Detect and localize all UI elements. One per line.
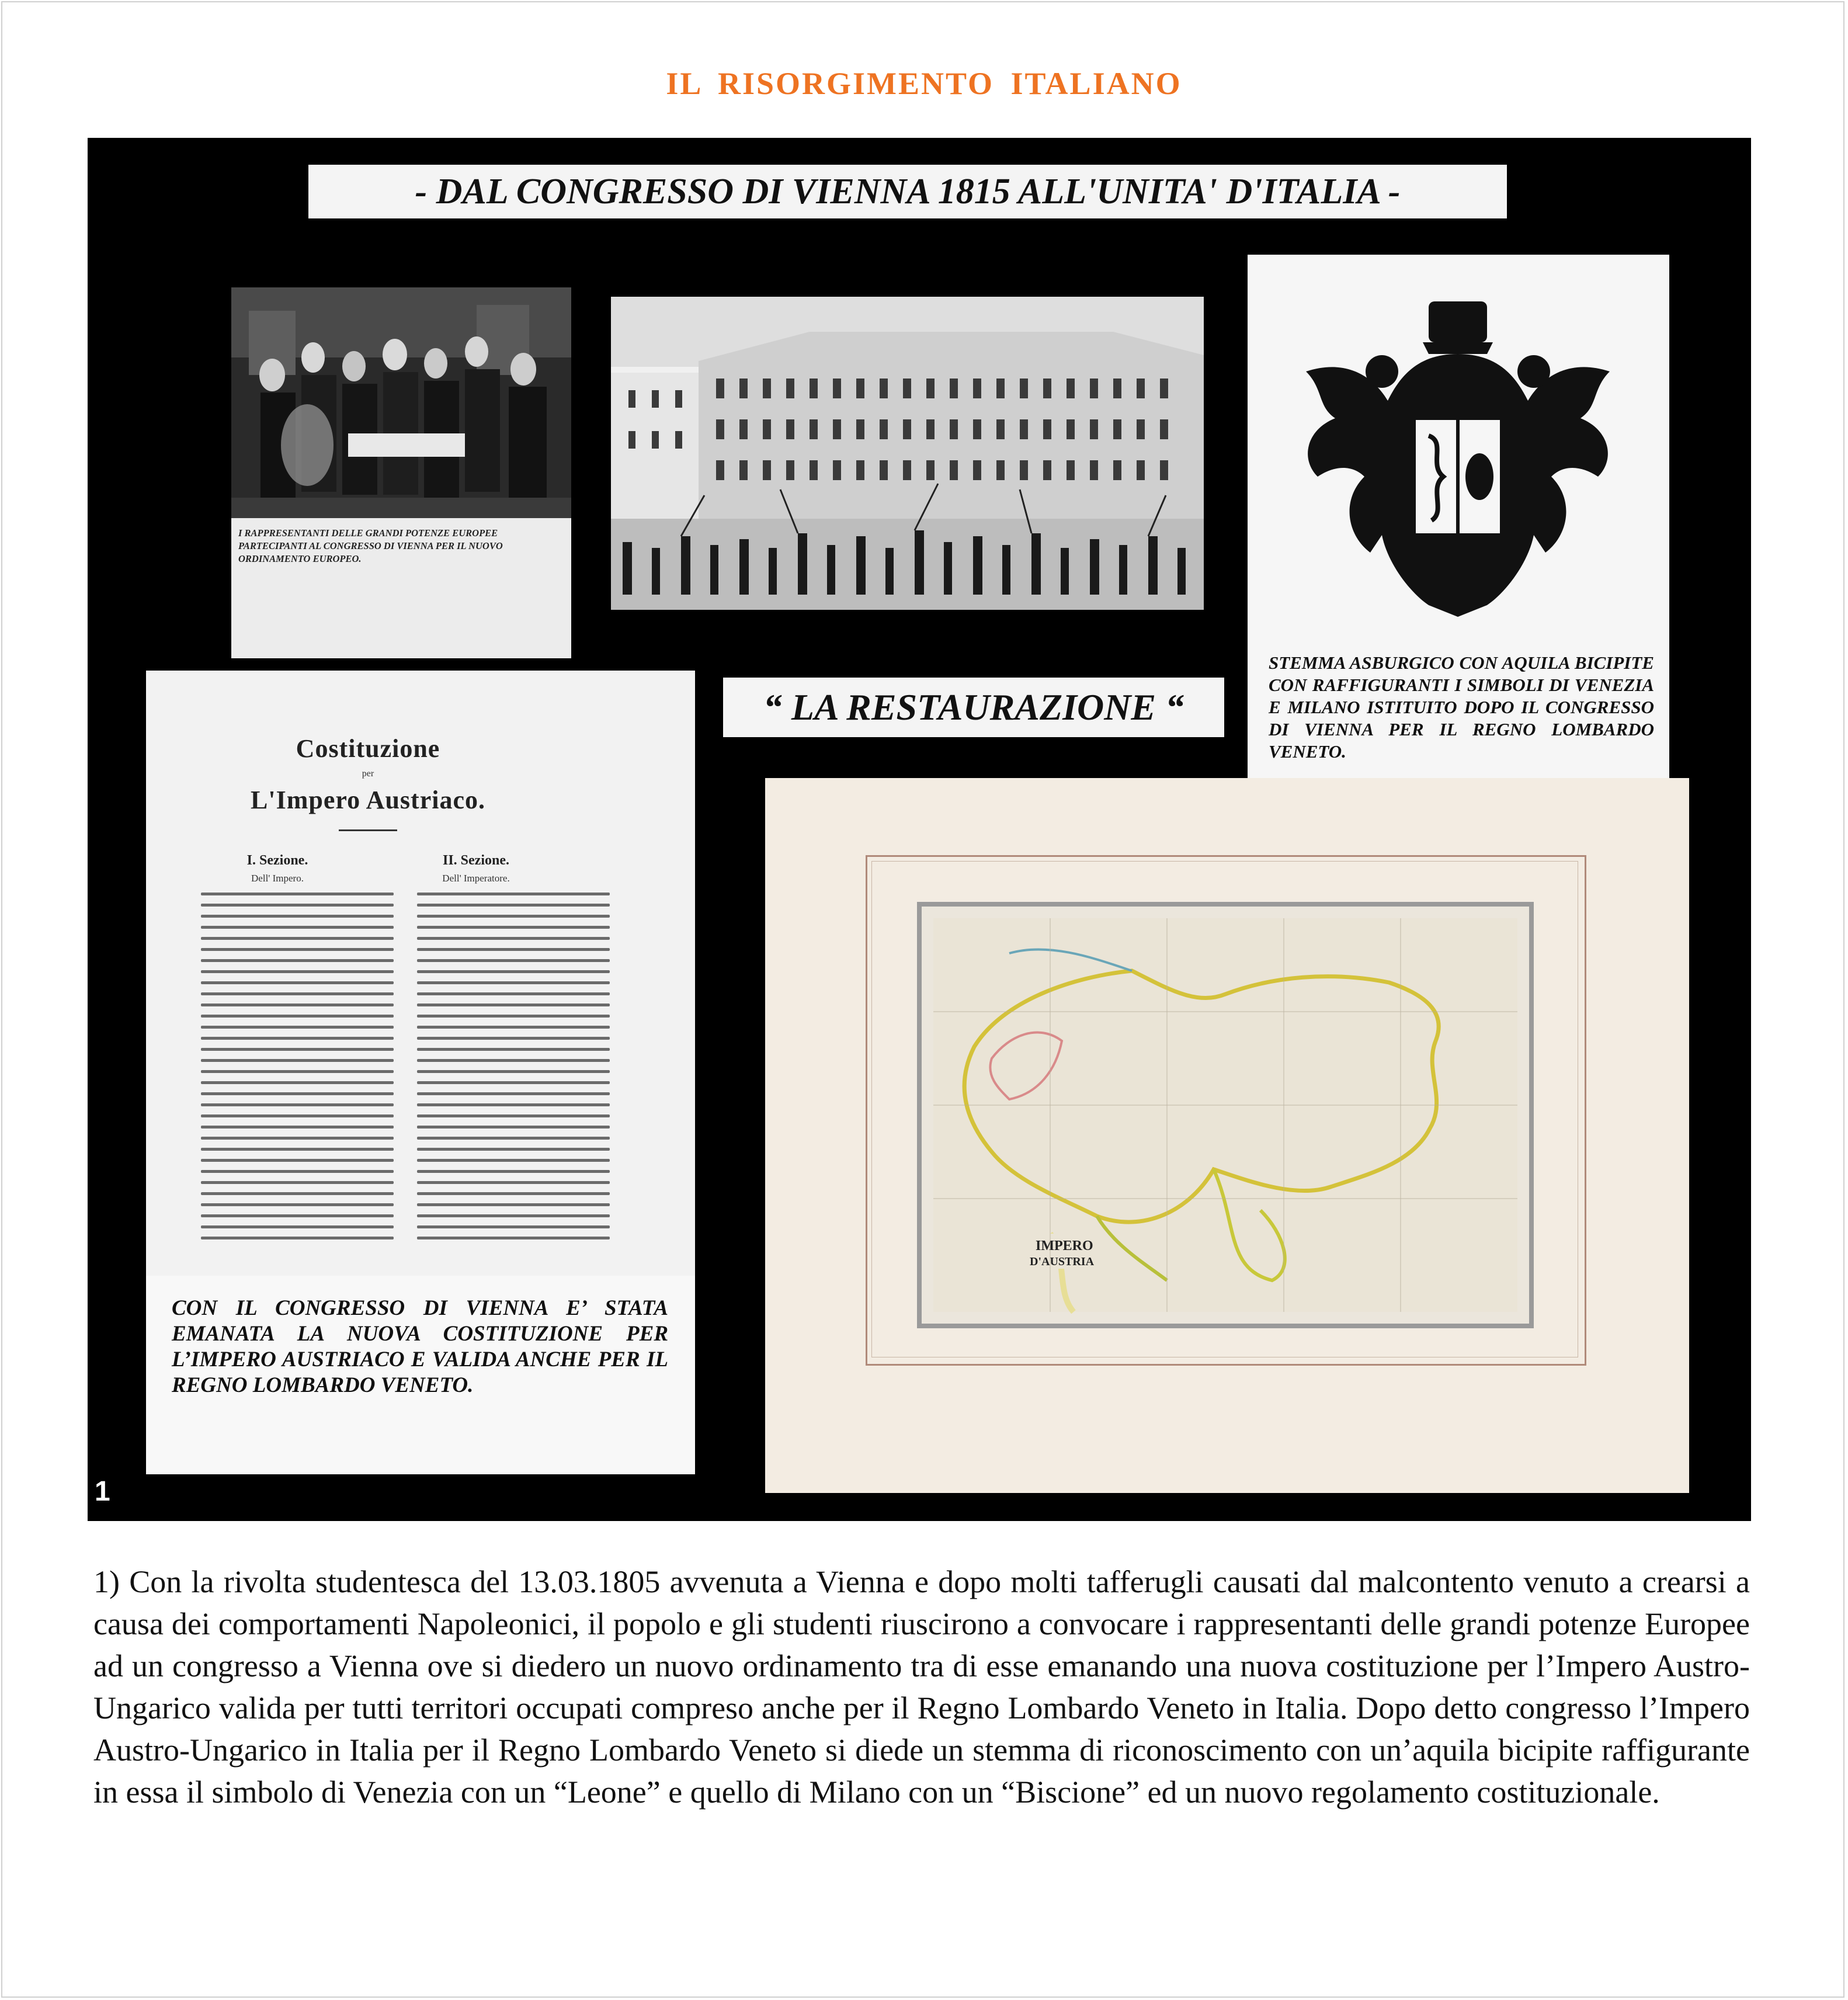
map-label-1: IMPERO xyxy=(1036,1238,1093,1254)
constitution-divider xyxy=(339,829,397,831)
austrian-empire-map-card xyxy=(765,778,1689,1493)
exhibit-panel xyxy=(88,138,1751,1521)
description-paragraph: 1) Con la rivolta studentesca del 13.03.1805 avvenuta a Vienna e dopo molti tafferugli causati dal malcontento venuto a crearsi a causa dei comportamenti Napoleonici, il popolo e gli studenti riuscirono a convocare i rappresentanti delle grandi potenze Europee ad un congresso a Vienna ove si diedero un nuovo ordinamento tra di esse emanando una nuova costituzione per l’Impero Austro-Ungarico valida per tutti territori occupati compreso anche per il Regno Lombardo Veneto in Italia. Dopo detto congresso l’Impero Austro-Ungarico in Italia per il Regno Lombardo Veneto si diede un stemma di riconoscimento con un’aquila bicipite raffigurante in essa il simbolo di Venezia con un “Leone” e quello di Milano con un “Biscione” ed un nuovo regolamento costituzionale. xyxy=(93,1564,1750,1810)
panel-number: 1 xyxy=(95,1476,110,1507)
section-2-body-text xyxy=(417,893,610,1249)
constitution-document xyxy=(146,671,695,1474)
crest-caption: STEMMA ASBURGICO CON AQUILA BICIPITE CON RAFFIGURANTI I SIMBOLI DI VENEZIA E MILANO ISTITUITO DOPO IL CONGRESSO DI VIENNA PER IL REGNO LOMBARDO VENETO. xyxy=(1269,652,1654,762)
section-1-subheading: Dell' Impero. xyxy=(251,873,304,884)
constitution-caption-box xyxy=(146,1276,695,1474)
panel-banner: - DAL CONGRESSO DI VIENNA 1815 ALL'UNITA' D'ITALIA - xyxy=(308,165,1507,218)
congress-photo-card xyxy=(231,287,571,658)
constitution-per: per xyxy=(362,769,374,779)
section-2-subheading: Dell' Imperatore. xyxy=(442,873,510,884)
double-headed-eagle-icon xyxy=(1283,290,1633,629)
austrian-empire-map xyxy=(917,902,1534,1328)
section-1-body-text xyxy=(201,893,394,1249)
constitution-caption: CON IL CONGRESSO DI VIENNA E’ STATA EMANATA LA NUOVA COSTITUZIONE PER L’IMPERO AUSTRIACO E VALIDA ANCHE PER IL REGNO LOMBARDO VENETO. xyxy=(172,1296,668,1397)
congress-engraving xyxy=(231,287,571,518)
constitution-subtitle: L'Impero Austriaco. xyxy=(251,786,485,814)
habsburg-crest-card xyxy=(1248,255,1669,782)
palace-engraving xyxy=(611,297,1204,610)
section-1-heading: I. Sezione. xyxy=(246,853,308,868)
restauration-label: “ LA RESTAURAZIONE “ xyxy=(723,678,1224,737)
map-label-2: D'AUSTRIA xyxy=(1030,1255,1095,1268)
section-2-heading: II. Sezione. xyxy=(443,853,509,868)
page-title: IL RISORGIMENTO ITALIANO xyxy=(666,66,1182,101)
constitution-title: Costituzione xyxy=(296,734,440,763)
congress-caption: I RAPPRESENTANTI DELLE GRANDI POTENZE EUROPEE PARTECIPANTI AL CONGRESSO DI VIENNA PER IL NUOVO ORDINAMENTO EUROPEO. xyxy=(238,527,503,564)
